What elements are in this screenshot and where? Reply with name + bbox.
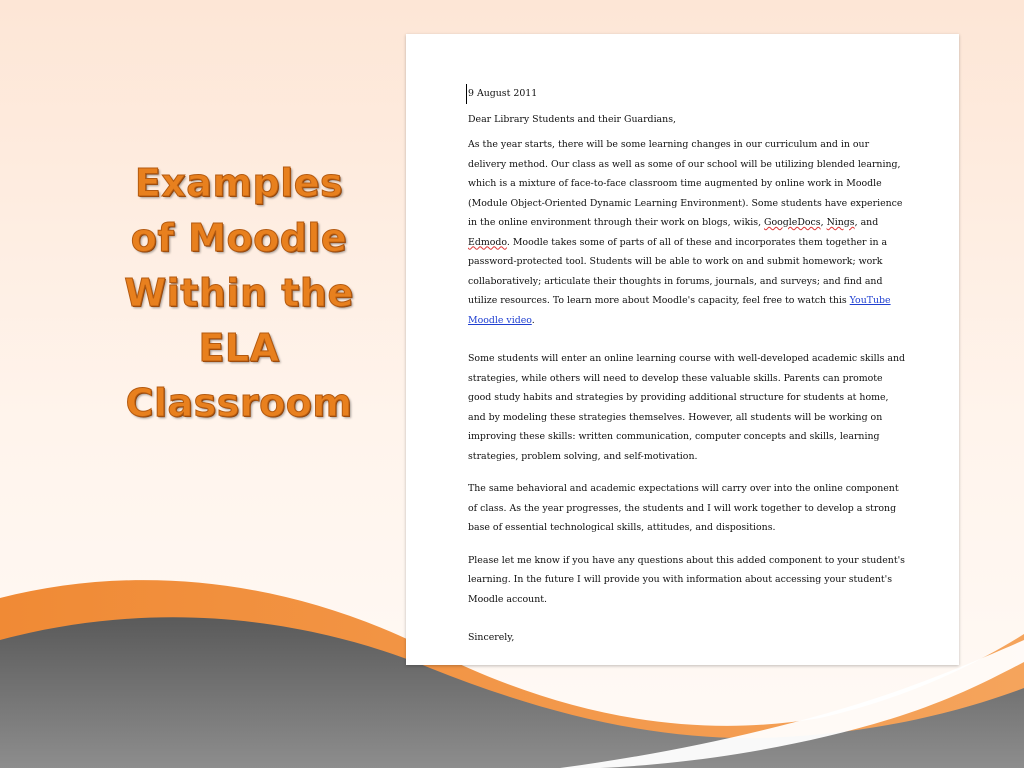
letter-date: 9 August 2011 [466,84,908,104]
edmodo-word: Edmodo [468,236,507,248]
letter-paragraph-1 [468,135,908,330]
letter-salutation: Dear Library Students and their Guardians, [468,113,676,125]
letter-paragraph-4: Please let me know if you have any questions about this added component to your student's learning. In the future I will provide you with information about accessing your student's Moodle account. [468,554,905,605]
title-line: Within the [124,271,354,315]
p1-text-1: As the year starts, there will be some learning changes in our curriculum and in our delivery method. Our class as well as some of our school will be utilizing blended learning, which is a mixture of face-to-face classroom time augmented by online work in Moodle (Module Object-Oriented Dynamic Learning Environment). Some students have experience in the online environment through their work on blogs, wikis, [468,139,903,228]
letter-document [406,34,959,665]
p1-text-2: . Moodle takes some of parts of all of these and incorporates them together in a password-protected tool. Students will be able to work on and submit homework; work collaboratively; articulate their thoughts in forums, journals, and surveys; and find and utilize resources. To learn more about Moodle's capacity, feel free to watch this [468,236,888,306]
letter-paragraph-3: The same behavioral and academic expectations will carry over into the online component of class. As the year progresses, the students and I will work together to develop a strong base of essential technological skills, attitudes, and dispositions. [468,483,899,533]
letter-paragraph-2: Some students will enter an online learning course with well-developed academic skills and strategies, while others will need to develop these valuable skills. Parents can promote good study habits and strategies by providing additional structure for students at home, and by modeling these strategies themselves. However, all students will be working on improving these skills: written communication, computer concepts and skills, learning strategies, problem solving, and self-motivation. [468,353,906,462]
p1-sep-1: , [820,217,827,228]
letter-closing: Sincerely, [468,632,515,643]
title-line: Classroom [125,381,353,425]
googledocs-word: GoogleDocs [764,217,821,228]
p1-sep-2: , and [854,217,879,228]
title-line: Examples [134,161,344,205]
title-line: of Moodle [130,216,348,260]
slide-title [108,156,370,431]
nings-word: Nings [826,217,855,228]
youtube-moodle-link[interactable]: YouTube Moodle video [468,295,891,326]
title-line: ELA [198,326,280,370]
letter-body [468,84,908,648]
p1-text-3: . [531,314,535,326]
